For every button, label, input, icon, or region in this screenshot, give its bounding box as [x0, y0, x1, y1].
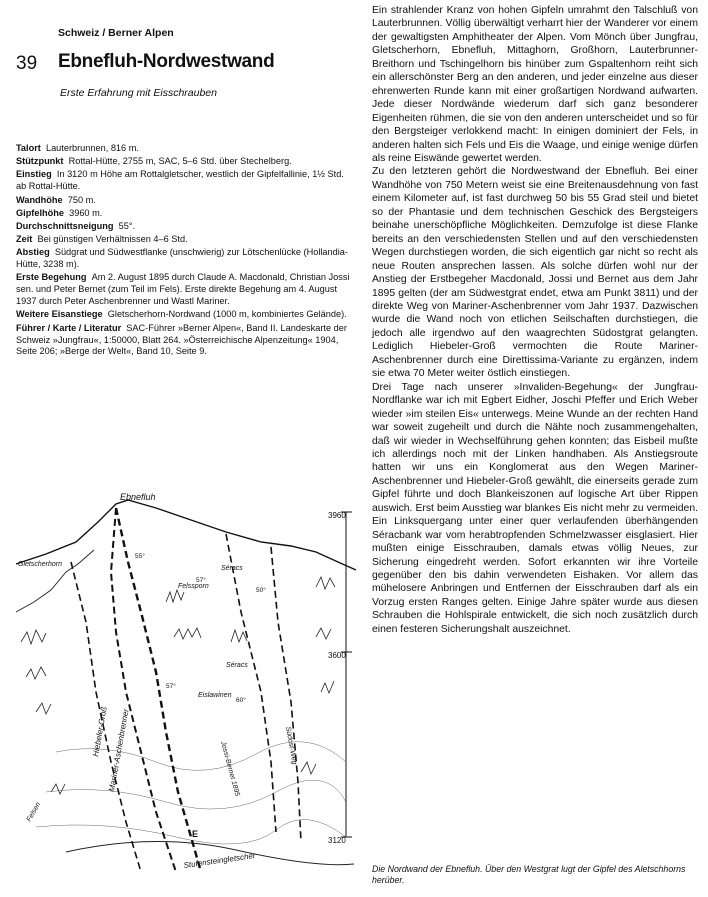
- fact-erste-begehung: [16, 272, 352, 308]
- fact-label: Erste Begehung: [16, 272, 87, 283]
- fact-label: Einstieg: [16, 169, 52, 180]
- label-seracs-mid: Séracs: [226, 662, 248, 669]
- label-route-hiebeler: Hiebeler-Groß: [91, 706, 109, 758]
- label-eislawinen: Eislawinen: [198, 692, 232, 699]
- label-route-ostweg: Südost-Weg: [284, 726, 298, 766]
- fact-label: Führer / Karte / Literatur: [16, 322, 122, 333]
- angle-4: 57°: [166, 683, 176, 690]
- fact-einstieg: [16, 169, 352, 193]
- fact-text: Bei günstigen Verhältnissen 4–6 Std.: [37, 234, 188, 245]
- figure-caption: Die Nordwand der Ebnefluh. Über den Westgrat lugt der Gipfel des Aletschhorns herüber.: [372, 864, 686, 885]
- angle-3: 50°: [256, 587, 266, 594]
- tour-number: 39: [16, 53, 38, 74]
- fact-text: Gletscherhorn-Nordwand (1000 m, kombiniertes Gelände).: [107, 309, 347, 320]
- body-text: [372, 4, 698, 636]
- fact-zeit: [16, 234, 352, 246]
- fact-label: Abstieg: [16, 247, 50, 258]
- label-seracs-top: Séracs: [221, 565, 243, 572]
- elev-3960: 3960: [328, 511, 346, 520]
- fact-text: In 3120 m Höhe am Rottalgletscher, westlich der Gipfelfallinie, 1½ Std. ab Rottal-Hütte.: [16, 169, 344, 192]
- facts-list: [16, 143, 352, 360]
- fact-text: Südgrat und Südwestflanke (unschwierig) zur Lötschenlücke (Hollandia-Hütte, 3238 m).: [16, 247, 348, 270]
- fact-text: 55°.: [118, 220, 136, 231]
- mountain-outline: [16, 500, 356, 570]
- fact-text: 750 m.: [67, 194, 96, 205]
- fact-text: Rottal-Hütte, 2755 m, SAC, 5–6 Std. über Stechelberg.: [68, 156, 292, 167]
- page-subtitle: Erste Erfahrung mit Eisschrauben: [60, 87, 217, 99]
- region-label: Schweiz / Berner Alpen: [58, 27, 174, 39]
- label-felsen: Felsen: [25, 801, 43, 823]
- elev-3120: 3120: [328, 836, 346, 845]
- elevation-scale: [341, 512, 352, 837]
- fact-talort: [16, 143, 352, 155]
- fact-label: Zeit: [16, 234, 33, 245]
- route-line-ost2: [271, 547, 301, 842]
- fact-label: Gipfelhöhe: [16, 207, 64, 218]
- route-line-hiebeler: [111, 508, 176, 872]
- rock-bands: [21, 577, 335, 794]
- fact-label: Wandhöhe: [16, 194, 63, 205]
- fact-literatur: [16, 323, 352, 359]
- fact-label: Durchschnittsneigung: [16, 220, 114, 231]
- fact-text: Lauterbrunnen, 816 m.: [45, 143, 139, 153]
- west-ridge: [16, 550, 94, 612]
- fact-text: 3960 m.: [69, 207, 103, 218]
- body-paragraph: Drei Tage nach unserer »Invaliden-Begehung« der Jungfrau-Nordflanke war ich mit Egbert Eidher, Joschi Pfeffer und Erich Weber wieder »im steilen Eis« unterwegs. Meine Wunde an der rechten Hand war soweit zugeheilt und durch die Nähte noch zusammengehalten, daß wir wieder in Wechselführung gehen konnten; das Eisbeil mußte ich allerdings noch mit der Linken handhaben. Als Anstiegsroute hatten wir uns ein Konglomerat aus den Wegen Mariner-Aschenbrenner und Hiebeler-Groß gewählt, die einerseits gerade zum Gipfel führte und doch Blankeiszonen auf logische Art über Rippen auswich. Erst beim Ausstieg war blankes Eis nicht mehr zu vermeiden. Ein Linksquergang unter einer quer verlaufenden überhängenden Séracbank war vom herabtropfenden Schmelzwasser eisglasiert. Hier mußten einige Eisschrauben, damals etwas völlig Neues, zur Sicherung eingedreht werden. Sofort erkannten wir ihre Vorteile gegenüber den bis dahin verwendeten Eishaken. Vor allem das mühelosere Anbringen und Entfernen der Eisschrauben darf als ein Vorzug ersten Ranges gelten. Einige Jahre später wurde aus diesen Schrauben die Hohlspirale entwickelt, die sich noch zusätzlich durch einen festeren Sicherungshalt auszeichnet.: [372, 381, 698, 635]
- page-title: Ebnefluh-Nordwestwand: [58, 51, 275, 72]
- fact-label: Talort: [16, 143, 41, 153]
- angle-2: 57°: [196, 577, 206, 584]
- fact-stuetzpunkt: [16, 156, 352, 168]
- fact-label: Weitere Eisanstiege: [16, 309, 103, 320]
- elev-3600: 3600: [328, 651, 346, 660]
- fact-neigung: [16, 221, 352, 233]
- fact-text: Am 2. August 1895 durch Claude A. Macdonald, Christian Jossi sen. und Peter Bernet (zum Teil im Fels). Erste direkte Begehung am 4. August 1937 durch Peter Aschenbrenner und Wastl Mariner.: [16, 272, 350, 307]
- fact-wandhoehe: [16, 195, 352, 207]
- summit-label: Ebnefluh: [120, 492, 156, 502]
- label-felssporn: Felssporn: [178, 583, 209, 590]
- body-paragraph: Ein strahlender Kranz von hohen Gipfeln umrahmt den Talschluß von Lauterbrunnen. Völlig überwältigt verharrt hier der Wanderer vor einem der gewaltigsten Amphitheater der Alpen. Vom Mönch über Jungfrau, Gletscherhorn, Ebnefluh, Mittaghorn, Großhorn, Lauterbrunner-Breithorn und Tschingelhorn bis hinüber zum Gspaltenhorn reiht sich ein allerschönster Berg an den anderen, und jeder einzelne aus dieser ehrenwerten Runde kann mit einer großartigen Nordwand aufwarten. Jede dieser Nordwände wiederum darf sich ganz besonderer Eigenheiten rühmen, die sie von den anderen unterscheidet und so für den Bergsteiger verlokkend macht: In einigen dominiert der Fels, in anderen halten sich Fels und Eis die Waage, und einige wenige dürfen als reine Eiswände gewertet werden.: [372, 5, 698, 164]
- label-route-1895: Jossi-Bernet 1895: [219, 740, 241, 798]
- angle-5: 60°: [236, 697, 246, 704]
- label-gletscher: Stufensteingletscher: [183, 850, 257, 870]
- fact-weitere-anstiege: [16, 309, 352, 321]
- label-gletscherhorn: Gletscherhorn: [18, 561, 62, 568]
- label-e-marker: E: [192, 829, 199, 839]
- fact-text: SAC-Führer »Berner Alpen«, Band II. Landeskarte der Schweiz »Jungfrau«, 1:50000, Blatt 264. »Österreichische Alpenzeitung« 1904, Seite 206; »Berge der Welt«, Band 10, Seite 9.: [16, 322, 347, 357]
- body-paragraph: Zu den letzteren gehört die Nordwestwand der Ebnefluh. Bei einer Wandhöhe von 750 Metern weist sie eine Breitenausdehnung von fast einem Kilometer auf, ist fast durchweg 50 bis 55 Grad steil und bietet so der Phantasie und dem technischen Geschick des Bergsteigers beinahe unerschöpfliche Möglichkeiten. Demzufolge ist diese Flanke bereits an den verschiedensten Stellen und auf den verschiedensten Wegen durchstiegen worden, die sich eigentlich gar nicht so recht als neue Routen ansprechen lassen. Als solche dürfen wohl nur der Anstieg der Erstbegeher Macdonald, Jossi und Bernet aus dem Jahr 1895 gelten (der am Südwestgrat endet, etwa am Punkt 3811) und der direkte Weg von Mariner-Aschenbrenner vom Jahr 1937. Dazwischen wurde die Wand noch von etlichen Seilschaften durchstiegen, die jedoch alle irgendwo auf den waagrechten Südostgrat gelangten. Lediglich Hiebeler-Groß vermochten die Route Mariner-Aschenbrenner durch eine Direttissima-Variante zu ergänzen, indem sie etwa 70 Meter weiter östlich einstiegen.: [372, 166, 698, 380]
- route-sketch: [16, 492, 356, 890]
- label-route-mariner: Mariner-Aschenbrenner: [107, 708, 131, 793]
- fact-label: Stützpunkt: [16, 156, 64, 167]
- angle-1: 55°: [135, 553, 145, 560]
- fact-abstieg: [16, 247, 352, 271]
- fact-gipfelhoehe: [16, 208, 352, 220]
